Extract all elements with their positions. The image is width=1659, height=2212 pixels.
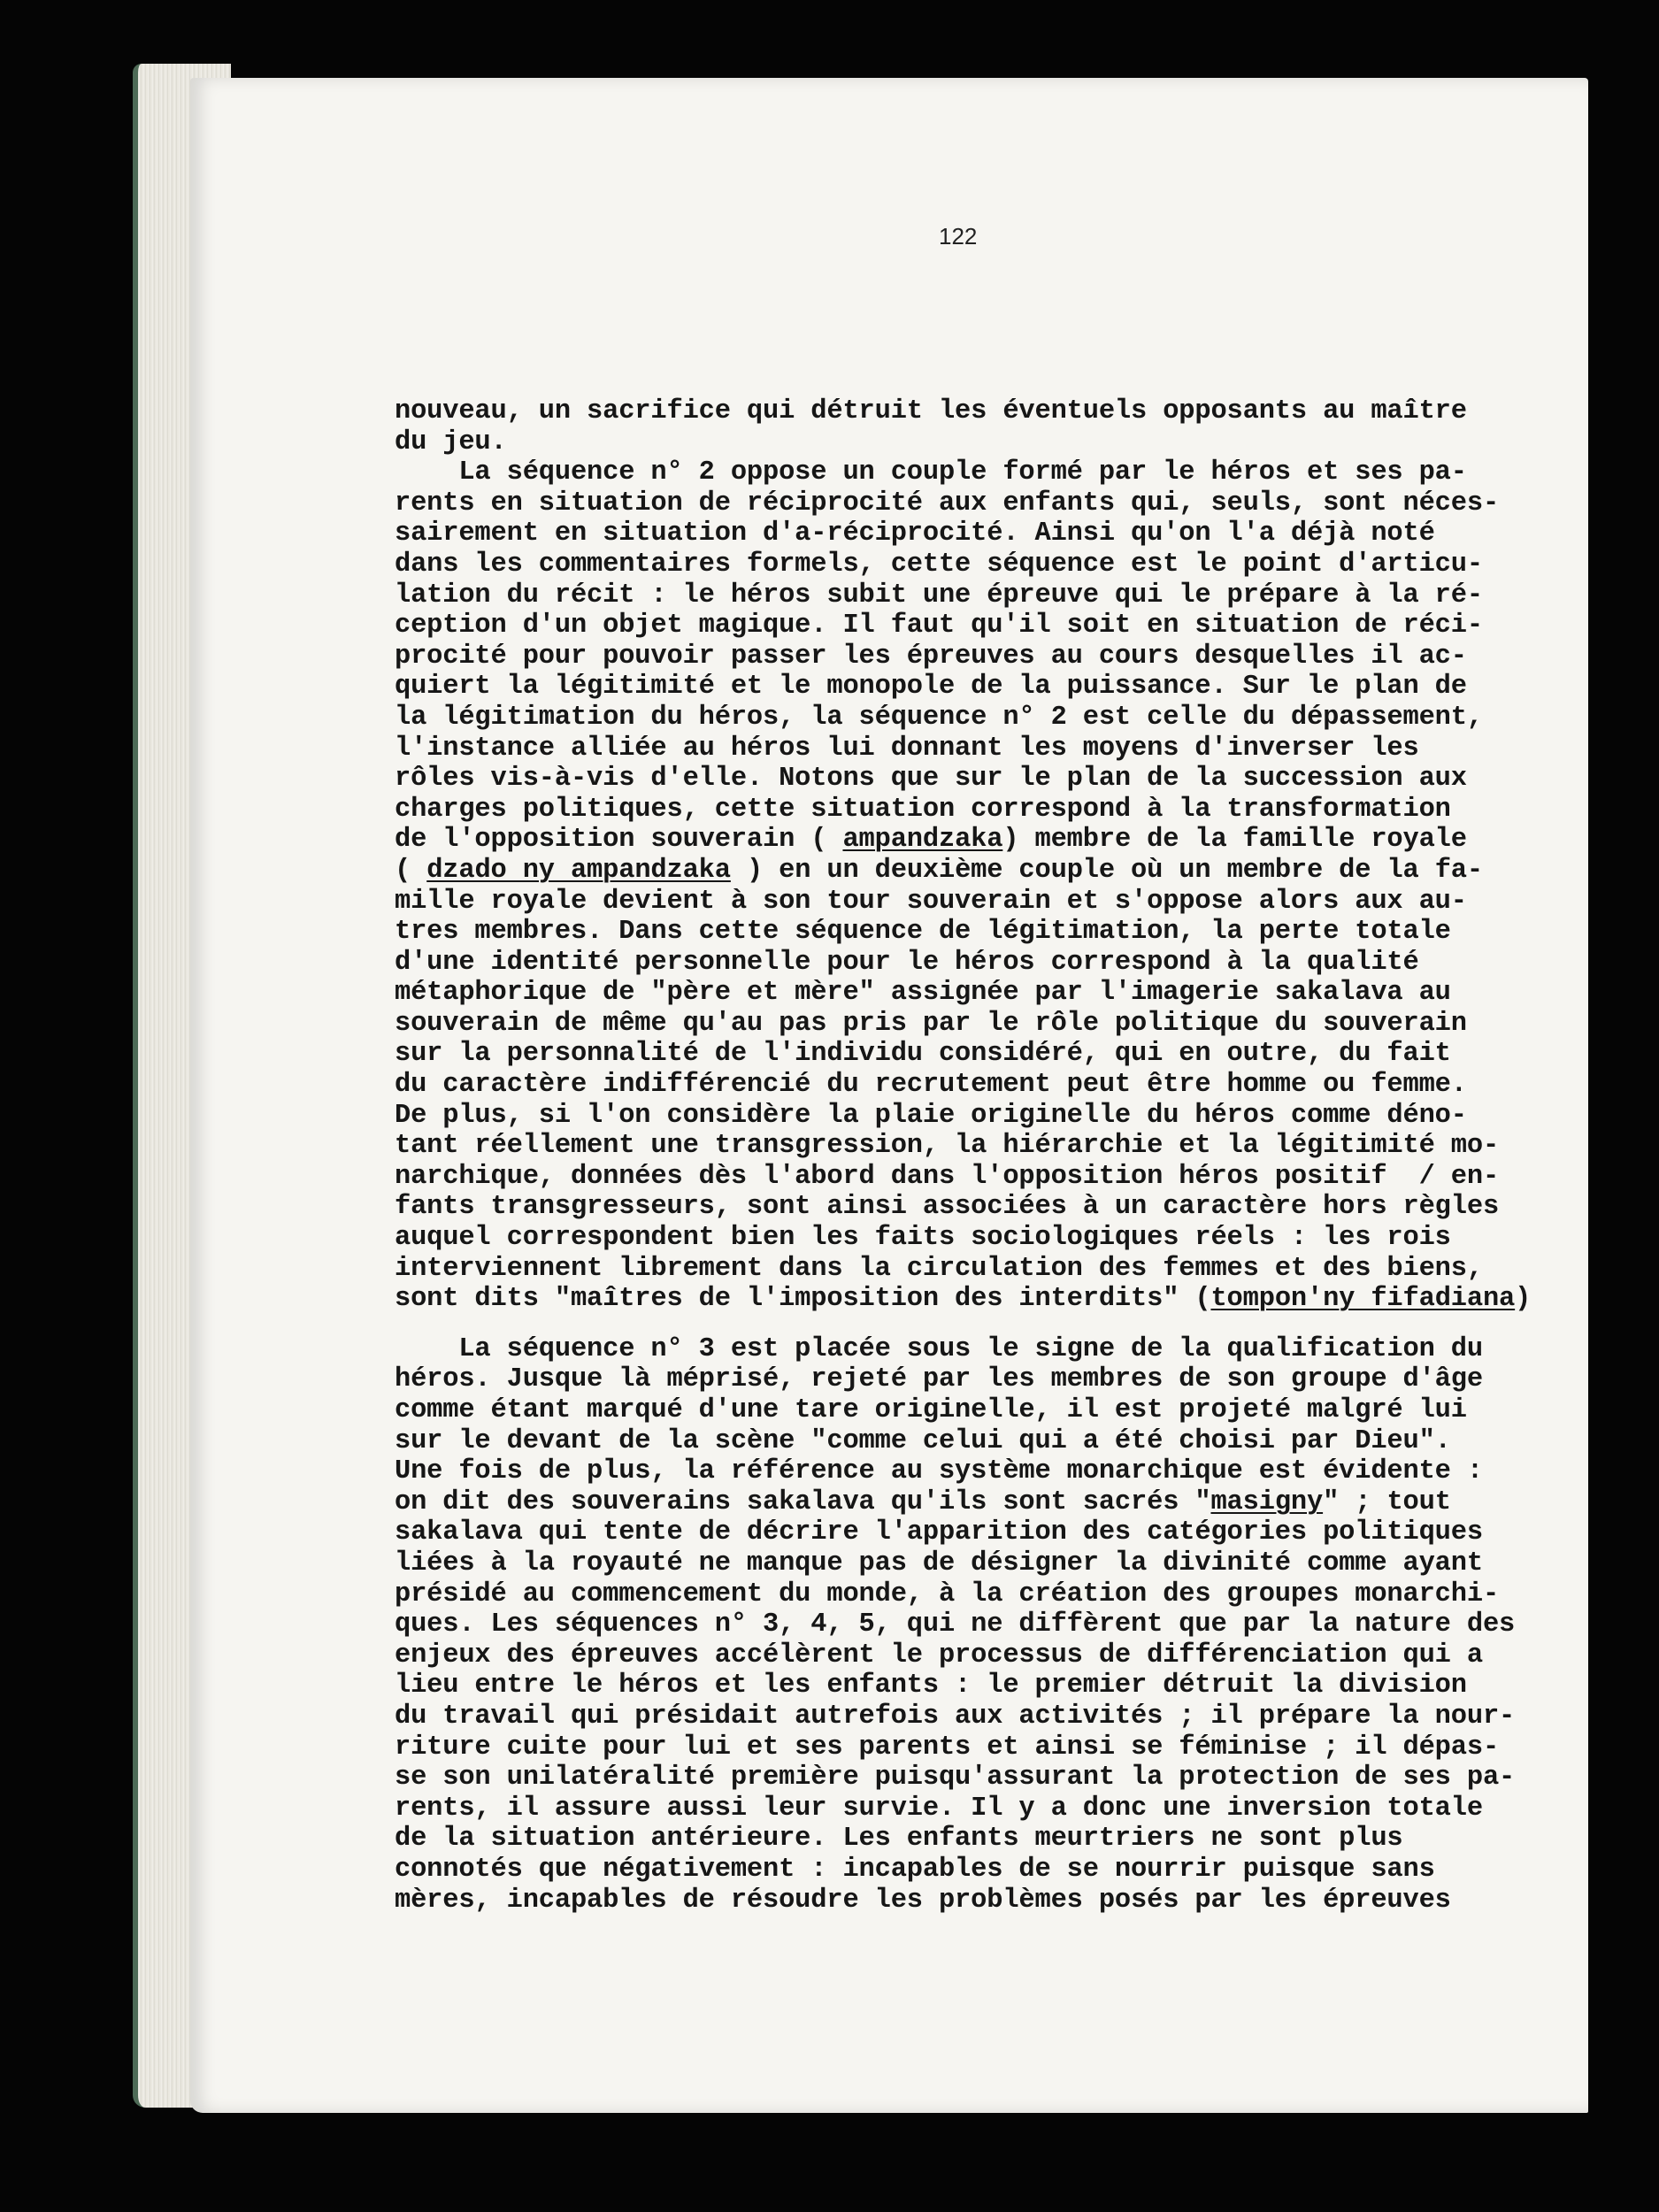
text-line [395,887,1509,918]
text-segment: comme étant marqué d'une tare originelle, il est projeté malgré lui [395,1395,1467,1425]
text-line [395,611,1509,641]
text-line [395,1101,1509,1132]
text-segment: enjeux des épreuves accélèrent le processus de différenciation qui a [395,1640,1483,1671]
underlined-term: tompon'ny fifadiana [1210,1284,1516,1315]
text-line [395,1609,1516,1640]
text-segment: souverain de même qu'au pas pris par le rôle politique du souverain [395,1008,1467,1039]
text-line [395,1364,1509,1395]
text-segment: lation du récit : le héros subit une épreuve qui le prépare à la ré- [395,580,1483,611]
text-line [395,1456,1509,1487]
text-line [395,1763,1516,1793]
text-segment: dans les commentaires formels, cette séquence est le point d'articu- [395,549,1483,580]
text-segment: ) [1515,1284,1532,1315]
text-segment: tant réellement une transgression, la hiérarchie et la légitimité mo- [395,1131,1500,1162]
text-line [395,1192,1509,1223]
underlined-term: ampandzaka [842,825,1003,856]
text-segment: narchique, données dès l'abord dans l'opposition héros positif / en- [395,1161,1500,1192]
text-segment: " ; tout [1323,1486,1451,1517]
text-line [395,672,1509,703]
text-segment: La séquence n° 2 oppose un couple formé par le héros et ses pa- [395,457,1467,488]
text-segment: du travail qui présidait autrefois aux activités ; il prépare la nour- [395,1701,1516,1732]
text-line [395,580,1509,611]
text-segment: interviennent librement dans la circulation des femmes et des biens, [395,1253,1483,1284]
text-segment: l'instance alliée au héros lui donnant les moyens d'inverser les [395,733,1419,764]
paragraph [395,1333,1516,1916]
text-segment: la légitimation du héros, la séquence n° 2 est celle du dépassement, [395,702,1483,733]
text-line [395,1701,1516,1732]
text-line [395,1732,1509,1763]
text-segment: présidé au commencement du monde, à la création des groupes monarchi- [395,1578,1500,1609]
text-segment: Une fois de plus, la référence au système monarchique est évidente : [395,1456,1483,1487]
text-segment: quiert la légitimité et le monopole de la puissance. Sur le plan de [395,672,1467,703]
text-segment: sakalava qui tente de décrire l'apparition des catégories politiques [395,1517,1483,1548]
text-segment: ) en un deuxième couple où un membre de la fa- [730,855,1483,886]
text-segment: La séquence n° 3 est placée sous le signe de la qualification du [395,1333,1483,1364]
text-line [395,764,1509,795]
text-line [395,396,1509,427]
text-segment: héros. Jusque là méprisé, rejeté par les membres de son groupe d'âge [395,1364,1483,1395]
text-line [395,427,1509,458]
text-segment: ) membre de la famille royale [1002,825,1467,856]
text-segment: ception d'un objet magique. Il faut qu'il soit en situation de réci- [395,611,1483,641]
text-line [395,549,1509,580]
text-line [395,1671,1509,1701]
underlined-term: masigny [1210,1486,1324,1517]
text-line [395,1334,1509,1365]
page-number: 122 [939,223,978,250]
text-segment: connotés que négativement : incapables de se nourrir puisque sans [395,1854,1435,1885]
text-line [395,1039,1509,1070]
text-line [395,518,1509,549]
text-line [395,641,1509,672]
text-segment: mille royale devient à son tour souverain et s'oppose alors aux au- [395,886,1467,917]
text-segment: ( [395,855,427,886]
text-line [395,1131,1509,1162]
text-line [395,1886,1509,1916]
text-line [395,978,1509,1009]
text-line [395,1162,1509,1193]
text-line [395,1284,1532,1315]
text-segment: se son unilatéralité première puisqu'assurant la protection de ses pa- [395,1763,1516,1793]
text-segment: rôles vis-à-vis d'elle. Notons que sur le plan de la succession aux [395,764,1467,795]
text-segment: sur la personnalité de l'individu considéré, qui en outre, du fait [395,1039,1451,1070]
text-segment: sur le devant de la scène "comme celui qui a été choisi par Dieu". [395,1425,1451,1456]
text-line [395,1548,1509,1579]
text-line [395,1223,1509,1254]
text-segment: sairement en situation d'a-réciprocité. Ainsi qu'on l'a déjà noté [395,518,1435,549]
text-segment: liées à la royauté ne manque pas de désigner la divinité comme ayant [395,1548,1483,1578]
underlined-term: dzado ny ampandzaka [426,855,731,886]
text-segment: mères, incapables de résoudre les problèmes posés par les épreuves [395,1885,1451,1916]
text-segment: auquel correspondent bien les faits sociologiques réels : les rois [395,1223,1451,1254]
text-line [395,825,1509,856]
text-line [395,457,1509,488]
text-segment: rents en situation de réciprocité aux enfants qui, seuls, sont néces- [395,488,1500,518]
text-line [395,488,1509,519]
text-line [395,703,1509,733]
text-segment: de la situation antérieure. Les enfants meurtriers ne sont plus [395,1824,1403,1855]
text-line [395,856,1509,887]
paragraph [395,396,1532,1315]
text-line [395,1487,1509,1518]
text-segment: De plus, si l'on considère la plaie originelle du héros comme déno- [395,1100,1467,1131]
text-segment: du jeu. [395,426,507,457]
text-segment: on dit des souverains sakalava qu'ils sont sacrés " [395,1486,1211,1517]
text-line [395,1254,1509,1285]
text-segment: d'une identité personnelle pour le héros correspond à la qualité [395,947,1419,978]
text-line [395,1395,1509,1426]
text-segment: ques. Les séquences n° 3, 4, 5, qui ne diffèrent que par la nature des [395,1609,1516,1640]
text-segment: tres membres. Dans cette séquence de légitimation, la perte totale [395,917,1451,948]
text-line [395,1009,1509,1040]
text-line [395,1824,1509,1855]
text-line [395,795,1509,826]
paragraph-gap [395,1315,1509,1334]
text-line [395,1579,1509,1610]
text-segment: métaphorique de "père et mère" assignée par l'imagerie sakalava au [395,978,1451,1009]
text-line [395,1426,1509,1457]
text-segment: charges politiques, cette situation correspond à la transformation [395,794,1451,825]
text-line [395,1070,1509,1101]
text-segment: riture cuite pour lui et ses parents et ainsi se féminise ; il dépas- [395,1732,1500,1763]
text-line [395,1793,1509,1824]
text-line [395,948,1509,979]
text-segment: sont dits "maîtres de l'imposition des interdits" ( [395,1284,1211,1315]
text-segment: procité pour pouvoir passer les épreuves au cours desquelles il ac- [395,641,1467,672]
text-line [395,1640,1509,1671]
text-segment: du caractère indifférencié du recrutement peut être homme ou femme. [395,1070,1467,1101]
text-segment: fants transgresseurs, sont ainsi associées à un caractère hors règles [395,1192,1500,1223]
text-segment: nouveau, un sacrifice qui détruit les éventuels opposants au maître [395,396,1467,426]
text-segment: lieu entre le héros et les enfants : le premier détruit la division [395,1671,1467,1701]
text-line [395,917,1509,948]
body-text [395,396,1532,1916]
text-line [395,733,1509,764]
text-segment: de l'opposition souverain ( [395,825,843,856]
text-segment: rents, il assure aussi leur survie. Il y a donc une inversion totale [395,1793,1483,1824]
text-line [395,1855,1509,1886]
text-line [395,1517,1509,1548]
